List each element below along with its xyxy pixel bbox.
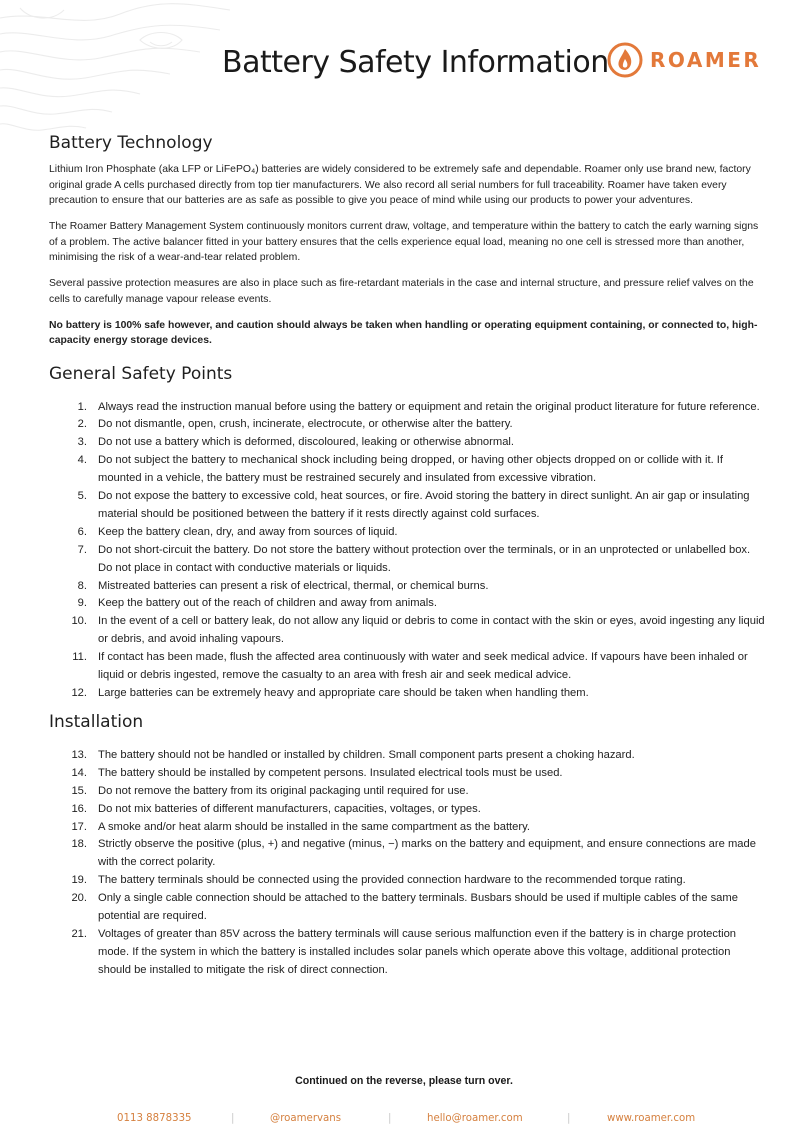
list-item	[49, 595, 765, 613]
list-item	[49, 416, 765, 434]
list-item	[49, 399, 765, 417]
item-text: Do not dismantle, open, crush, incinerate, electrocute, or otherwise alter the battery.	[98, 418, 513, 431]
list-item	[49, 926, 765, 980]
list-item	[49, 488, 765, 524]
item-number: 10.	[71, 615, 87, 628]
technology-paragraph-2: The Roamer Battery Management System continuously monitors current draw, voltage, and temperature within the battery to catch the early warning signs of a problem. The active balancer fitted in your battery ensures that the cells experience equal load, meaning no one cell is stressed more than another, minimising the risk of a wear-and-tear related problem.	[49, 221, 759, 263]
list-item	[49, 542, 765, 578]
item-number: 21.	[71, 927, 87, 940]
item-text: Mistreated batteries can present a risk of electrical, thermal, or chemical burns.	[98, 579, 489, 592]
footer-separator: |	[388, 1113, 392, 1124]
item-number: 14.	[71, 766, 87, 779]
item-text: The battery should be installed by competent persons. Insulated electrical tools must be used.	[98, 766, 563, 779]
list-item	[49, 524, 765, 542]
list-item	[49, 890, 765, 926]
item-number: 13.	[71, 748, 87, 761]
item-text: A smoke and/or heat alarm should be installed in the same compartment as the battery.	[98, 820, 530, 833]
item-text: Do not subject the battery to mechanical shock including being dropped, or having other objects dropped on or collide with it. If mounted in a vehicle, the battery must be restrained securely and insulated from excessive vibration.	[98, 454, 724, 485]
list-item	[49, 434, 765, 452]
list-item	[49, 649, 765, 685]
item-text: Voltages of greater than 85V across the battery terminals will cause serious malfunction even if the battery is in charge protection mode. If the system in which the battery is installed includes solar panels which operate above this voltage, additional protection should be installed to mitigate the risk of direct connection.	[98, 927, 737, 976]
item-number: 3.	[77, 436, 87, 449]
footer-website-link[interactable]: www.roamer.com	[607, 1113, 696, 1124]
safety-warning: No battery is 100% safe however, and caution should always be taken when handling or operating equipment containing, or connected to, high-capacity energy storage devices.	[49, 319, 758, 346]
list-item	[49, 872, 765, 890]
item-number: 8.	[77, 579, 87, 592]
item-text: Strictly observe the positive (plus, +) and negative (minus, −) marks on the battery and equipment, and ensure connections are made with the correct polarity.	[98, 838, 756, 869]
item-number: 18.	[71, 838, 87, 851]
item-text: Always read the instruction manual before using the battery or equipment and retain the original product literature for future reference.	[98, 400, 760, 413]
footer-phone[interactable]: 0113 8878335	[117, 1113, 192, 1124]
footer-email-link[interactable]: hello@roamer.com	[427, 1113, 523, 1124]
item-text: Do not remove the battery from its original packaging until required for use.	[98, 784, 469, 797]
list-item	[49, 765, 765, 783]
continued-note: Continued on the reverse, please turn over.	[295, 1075, 513, 1087]
item-text: Keep the battery clean, dry, and away from sources of liquid.	[98, 525, 398, 538]
list-item	[49, 613, 765, 649]
item-text: Do not short-circuit the battery. Do not store the battery without protection over the terminals, or in an unprotected or unlabelled box. Do not place in contact with conductive materials or liquids.	[98, 543, 751, 574]
section-heading-general: General Safety Points	[49, 363, 233, 384]
footer-separator: |	[231, 1113, 235, 1124]
footer-social-handle[interactable]: @roamervans	[270, 1113, 342, 1124]
logo-wordmark: ROAMER	[650, 48, 762, 72]
item-number: 12.	[71, 687, 87, 699]
list-item	[49, 836, 765, 872]
list-item	[49, 801, 765, 819]
item-number: 15.	[71, 784, 87, 797]
footer-separator: |	[567, 1113, 571, 1124]
item-text: Do not expose the battery to excessive cold, heat sources, or fire. Avoid storing the battery in direct sunlight. An air gap or insulating material should be positioned between the battery if it rests directly against cold surfaces.	[98, 490, 750, 520]
item-text: Keep the battery out of the reach of children and away from animals.	[98, 597, 437, 610]
item-number: 20.	[71, 892, 87, 905]
page-title: Battery Safety Information	[222, 45, 609, 80]
item-text: Only a single cable connection should be attached to the battery terminals. Busbars should be used if multiple cables of the same potential are required.	[98, 892, 738, 923]
section-heading-technology: Battery Technology	[49, 133, 213, 153]
installation-list	[49, 747, 765, 980]
item-number: 7.	[77, 543, 87, 556]
item-text: Large batteries can be extremely heavy and appropriate care should be taken when handling them.	[98, 687, 589, 699]
flame-logo-icon	[606, 40, 644, 80]
item-number: 19.	[71, 874, 87, 887]
list-item	[49, 747, 765, 765]
footer	[0, 1113, 808, 1131]
document-body	[49, 130, 765, 980]
general-safety-list	[49, 399, 765, 703]
item-text: Do not use a battery which is deformed, discoloured, leaking or otherwise abnormal.	[98, 436, 515, 449]
list-item	[49, 452, 765, 488]
roamer-logo	[606, 40, 761, 80]
technology-paragraph-3: Several passive protection measures are also in place such as fire-retardant materials in the case and internal structure, and pressure relief valves on the cells to carefully manage vapour release events.	[49, 278, 754, 305]
item-number: 2.	[77, 418, 87, 431]
list-item	[49, 578, 765, 596]
item-number: 11.	[72, 651, 87, 664]
item-number: 6.	[77, 525, 87, 538]
item-text: Do not mix batteries of different manufacturers, capacities, voltages, or types.	[98, 802, 481, 815]
item-text: The battery terminals should be connected using the provided connection hardware to the recommended torque rating.	[98, 874, 686, 887]
section-heading-installation: Installation	[49, 711, 144, 732]
item-number: 16.	[71, 802, 87, 815]
item-text: If contact has been made, flush the affected area continuously with water and seek medical advice. If vapours have been inhaled or liquid or debris ingested, remove the casualty to an area with fresh air and seek medical advice.	[98, 651, 748, 682]
list-item	[49, 783, 765, 801]
technology-paragraph-1: Lithium Iron Phosphate (aka LFP or LiFePO₄) batteries are widely considered to be extremely safe and dependable. Roamer only use brand new, factory original grade A cells purchased directly from top tier manufacturers. We also record all serial numbers for full traceability. Roamer have taken every precaution to ensure that our batteries are as safe as possible to give you peace of mind while using our products to power your adventures.	[49, 164, 751, 206]
item-text: In the event of a cell or battery leak, do not allow any liquid or debris to come in contact with the skin or eyes, avoid ingesting any liquid or debris, and avoid inhaling vapours.	[98, 615, 765, 646]
item-number: 17.	[71, 820, 87, 833]
item-number: 9.	[77, 597, 87, 610]
list-item	[49, 685, 765, 703]
list-item	[49, 819, 765, 837]
item-text: The battery should not be handled or installed by children. Small component parts present a choking hazard.	[98, 748, 635, 761]
item-number: 4.	[77, 454, 87, 467]
item-number: 5.	[77, 490, 87, 503]
item-number: 1.	[77, 400, 87, 413]
